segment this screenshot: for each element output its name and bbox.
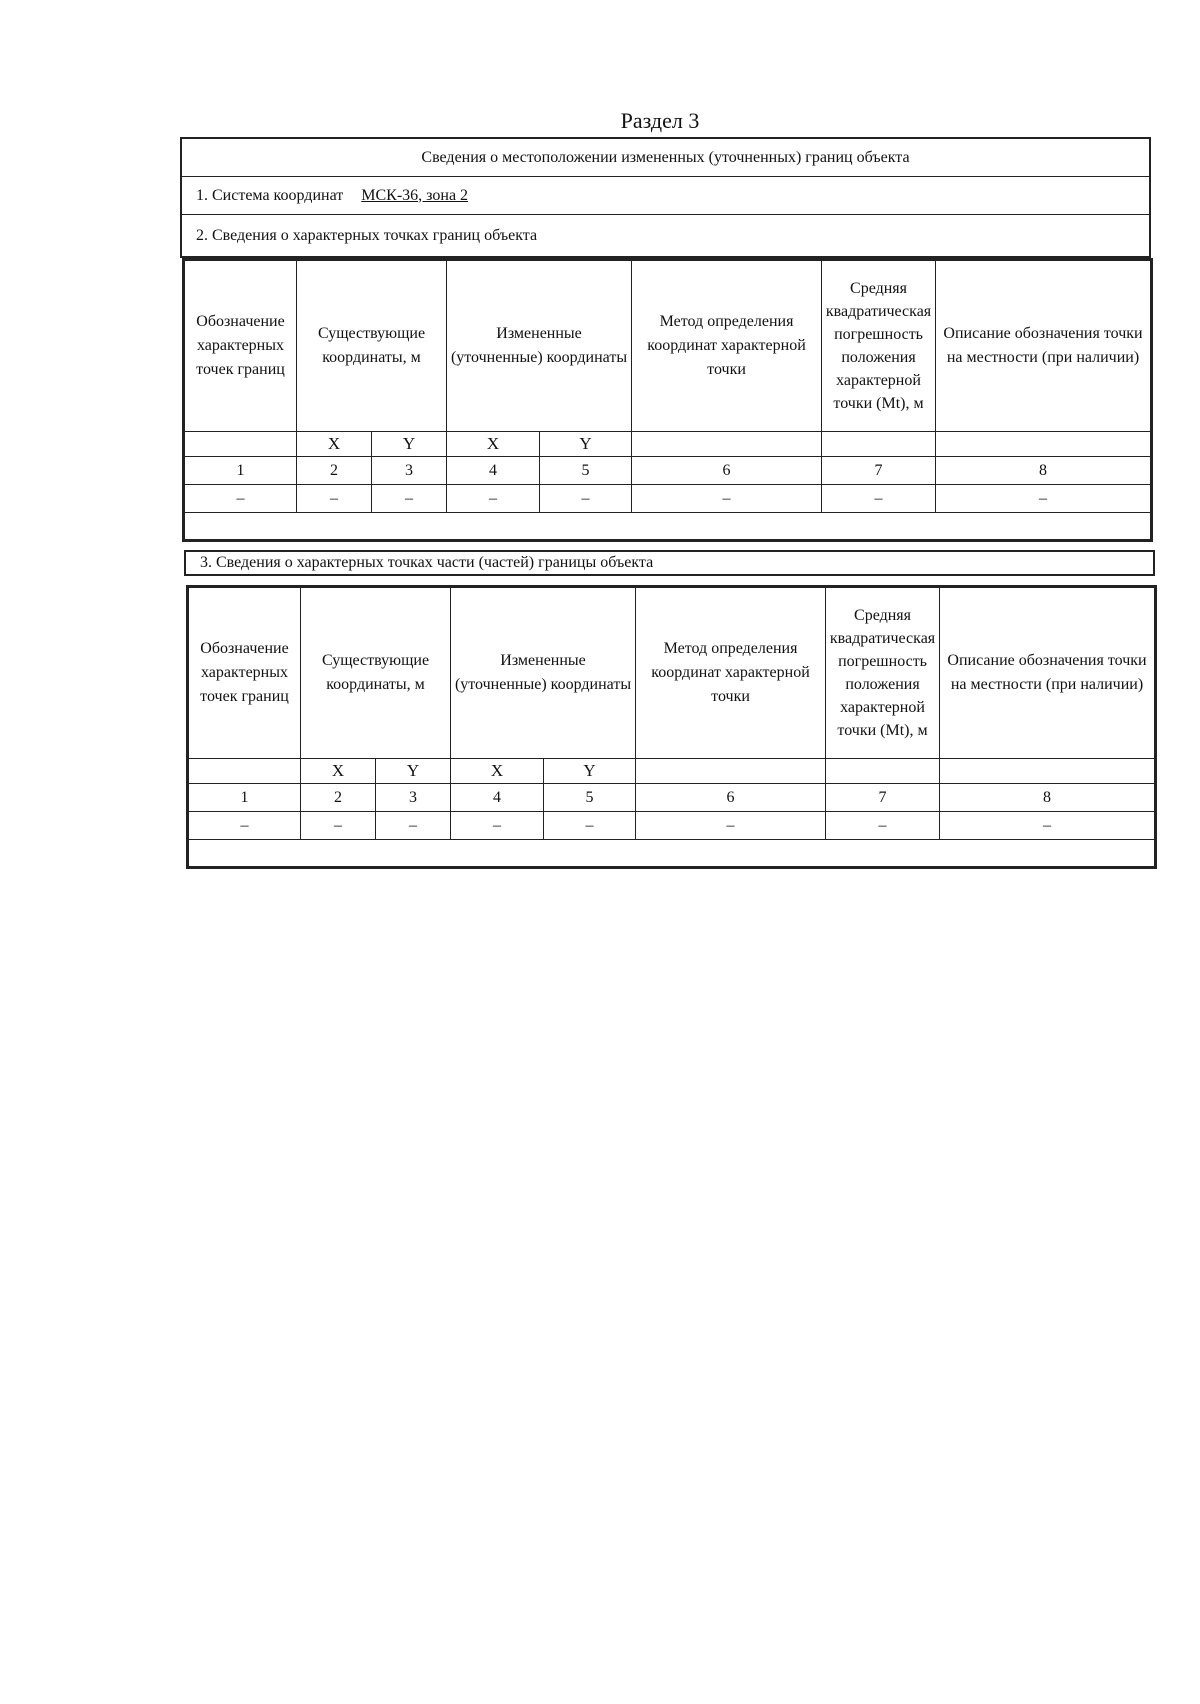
header-description: Описание обозначения точки на местности (при наличии) bbox=[940, 588, 1155, 759]
column-number: 4 bbox=[447, 457, 540, 485]
header-description: Описание обозначения точки на местности (при наличии) bbox=[936, 261, 1151, 432]
cell-dash: – bbox=[297, 485, 372, 513]
column-number: 3 bbox=[376, 784, 451, 812]
column-number: 3 bbox=[372, 457, 447, 485]
column-number: 6 bbox=[632, 457, 822, 485]
column-number: 2 bbox=[301, 784, 376, 812]
cell-dash: – bbox=[372, 485, 447, 513]
header-method: Метод определения координат характерной точки bbox=[636, 588, 826, 759]
column-number-row bbox=[189, 784, 1155, 812]
cell-dash: – bbox=[632, 485, 822, 513]
xy-row bbox=[189, 759, 1155, 784]
y-label: Y bbox=[540, 432, 632, 457]
cell-dash: – bbox=[544, 812, 636, 840]
column-number: 5 bbox=[544, 784, 636, 812]
boundary-points-table bbox=[182, 258, 1153, 542]
x-label: X bbox=[301, 759, 376, 784]
coord-system-row bbox=[182, 177, 1149, 215]
part-points-heading: 3. Сведения о характерных точках части (частей) границы объекта bbox=[200, 554, 654, 571]
section-title: Раздел 3 bbox=[620, 108, 700, 133]
cell-dash: – bbox=[822, 485, 936, 513]
cell-dash: – bbox=[936, 485, 1151, 513]
column-number: 4 bbox=[451, 784, 544, 812]
cell-dash: – bbox=[636, 812, 826, 840]
column-number-row bbox=[185, 457, 1151, 485]
coord-system-label: 1. Система координат bbox=[196, 186, 344, 204]
cell-dash: – bbox=[376, 812, 451, 840]
cell-dash: – bbox=[540, 485, 632, 513]
empty-row bbox=[189, 840, 1155, 867]
points-heading: 2. Сведения о характерных точках границ объекта bbox=[196, 226, 538, 244]
cell-dash: – bbox=[447, 485, 540, 513]
y-label: Y bbox=[376, 759, 451, 784]
x-label: X bbox=[451, 759, 544, 784]
y-label: Y bbox=[372, 432, 447, 457]
header-method: Метод определения координат характерной точки bbox=[632, 261, 822, 432]
column-number: 6 bbox=[636, 784, 826, 812]
table-row bbox=[189, 812, 1155, 840]
header-designation: Обозначение характерных точек границ bbox=[189, 588, 301, 759]
column-number: 7 bbox=[822, 457, 936, 485]
header-mse: Средняя квадратическая погрешность положения характерной точки (Mt), м bbox=[826, 588, 940, 759]
boundary-info-header bbox=[180, 137, 1151, 258]
y-label: Y bbox=[544, 759, 636, 784]
xy-row bbox=[185, 432, 1151, 457]
part-boundary-header bbox=[184, 550, 1155, 576]
x-label: X bbox=[447, 432, 540, 457]
column-number: 1 bbox=[185, 457, 297, 485]
header-changed-coords: Измененные (уточненные) координаты bbox=[451, 588, 636, 759]
cell-dash: – bbox=[185, 485, 297, 513]
cell-dash: – bbox=[940, 812, 1155, 840]
column-number: 7 bbox=[826, 784, 940, 812]
part-boundary-points-table bbox=[186, 585, 1157, 869]
x-label: X bbox=[297, 432, 372, 457]
boundary-info-heading: Сведения о местоположении измененных (уточненных) границ объекта bbox=[182, 139, 1149, 177]
header-existing-coords: Существующие координаты, м bbox=[297, 261, 447, 432]
column-number: 2 bbox=[297, 457, 372, 485]
cell-dash: – bbox=[451, 812, 544, 840]
column-number: 8 bbox=[936, 457, 1151, 485]
header-mse: Средняя квадратическая погрешность положения характерной точки (Mt), м bbox=[822, 261, 936, 432]
cell-dash: – bbox=[301, 812, 376, 840]
table-row bbox=[185, 485, 1151, 513]
column-number: 8 bbox=[940, 784, 1155, 812]
column-number: 5 bbox=[540, 457, 632, 485]
header-designation: Обозначение характерных точек границ bbox=[185, 261, 297, 432]
header-existing-coords: Существующие координаты, м bbox=[301, 588, 451, 759]
column-number: 1 bbox=[189, 784, 301, 812]
coord-system-value: МСК-36, зона 2 bbox=[361, 186, 469, 204]
cell-dash: – bbox=[826, 812, 940, 840]
empty-row bbox=[185, 513, 1151, 540]
header-changed-coords: Измененные (уточненные) координаты bbox=[447, 261, 632, 432]
cell-dash: – bbox=[189, 812, 301, 840]
